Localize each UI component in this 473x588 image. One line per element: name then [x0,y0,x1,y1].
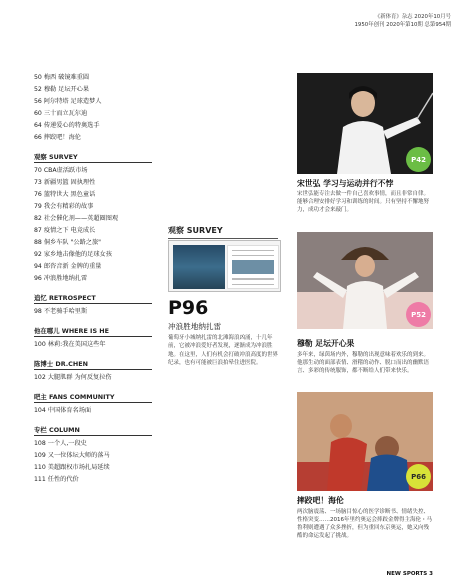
article-title[interactable]: 宋世弘 学习与运动并行不悖 [297,179,394,188]
toc-item[interactable]: 60 三十而立瓦尔迪 [34,110,88,117]
article-title[interactable]: 摔跤吧！海伦 [297,496,344,505]
toc-item[interactable]: 92 家乡地击像他的足球女孩 [34,251,112,258]
article-description: 宋世弘能专注去做一件自己喜欢事情，而且非常自律。能够合理安排好学习和训练的时间。只有坚持不懈地努力，成功才会来敲门。 [297,191,430,214]
toc-item[interactable]: 108 一个人,一段史 [34,440,87,447]
page-badge: P66 [406,464,431,489]
toc-item[interactable]: 64 传递爱心的特奥选手 [34,122,100,129]
toc-item[interactable]: 76 篮特世大 黑色童话 [34,191,96,198]
toc-section-dr-chen [34,359,152,384]
page-badge: P52 [406,302,431,327]
toc-item[interactable]: 88 侗乡车队 "公路之旅" [34,239,101,246]
toc-section-title: 他在哪儿 WHERE IS HE [34,326,152,337]
spread-left-page-image [173,245,225,289]
spread-right-page-image [227,245,279,289]
toc-item[interactable]: 87 疫情之下 电竞成长 [34,227,96,234]
toc-section-fans-community [34,392,152,417]
toc-section-title: 观察 SURVEY [34,152,152,163]
toc-item[interactable]: 96 冲浪胜地纳扎雷 [34,275,88,282]
toc-item[interactable]: 56 阿尔特塔 足球造梦人 [34,98,102,105]
toc-item[interactable]: 52 穆勒 足坛开心果 [34,86,90,93]
toc-section-title: 吧主 FANS COMMUNITY [34,392,152,403]
survey-article-title[interactable]: 冲浪胜地纳扎雷 [168,322,222,331]
toc-item[interactable]: 94 郎咨音新 金牌的重量 [34,263,102,270]
article-description: 两次脑震荡、一场脑目惊心的医学诊断书、情绪失控、性格突变……2016年里约奥运会摔跤金牌得主海伦・马鲁利则遭遇了众多挫折，但为重回东京奥运，她又向残酷的命运发起了挑战。 [297,509,432,540]
masthead [354,13,451,29]
toc-item[interactable]: 98 不老骑手哈里斯 [34,308,88,315]
toc-section-column [34,425,152,486]
toc-item[interactable]: 79 我会有精彩的故事 [34,203,94,210]
survey-page-number: P96 [168,297,209,319]
wrestling-photo[interactable] [297,392,433,491]
page-footer: NEW SPORTS 3 [386,571,433,577]
muller-photo[interactable] [297,232,433,329]
toc-item[interactable]: 100 林莉:我在美国这些年 [34,341,106,348]
toc-section-title: 专栏 COLUMN [34,425,152,436]
survey-spread-thumbnail[interactable] [168,240,281,292]
table-of-contents [34,72,152,486]
toc-section-title: 追忆 RETROSPECT [34,293,152,304]
survey-section-label: 观察 SURVEY [168,225,278,239]
fencing-photo[interactable] [297,73,433,174]
toc-item[interactable]: 70 CBA虚活跃市场 [34,167,88,174]
toc-section-retrospect [34,293,152,318]
article-description: 多年来，绿茵场内外，穆勒的出现意味着欢乐的到来。他那生动的面部表情、滑稽的动作、脱口而出的幽默语言、多彩的传统服饰，都不断给人们带来快乐。 [297,352,430,375]
article-title[interactable]: 穆勒 足坛开心果 [297,339,355,348]
toc-section-title: 陈博士 DR.CHEN [34,359,152,370]
survey-article-description: 葡萄牙小城纳扎雷的北滩海浪凶涌，十几年前，它被冲浪爱好者发现，逐渐成为冲浪胜地。在这里，人们有机会打破冲浪高度的世界纪录，也有可能被巨浪拍晕住进医院。 [168,335,279,367]
toc-item[interactable]: 73 新疆男篮 固执理性 [34,179,96,186]
masthead-line2: 1950年创刊 2020年第10期 总第954期 [354,22,451,28]
toc-item[interactable]: 102 大腿肌群 为何反复拉伤 [34,374,112,381]
masthead-line1: 《新体育》杂志 2020年10月号 [374,14,451,20]
toc-item[interactable]: 50 梅西 破镜难重圆 [34,74,90,81]
toc-item[interactable]: 104 中国体育名场面 [34,407,92,414]
toc-section-where-is-he [34,326,152,351]
toc-section-survey [34,152,152,285]
toc-item[interactable]: 110 美超跟权市场扎局延续 [34,464,110,471]
toc-top-group [34,72,152,144]
page-badge: P42 [406,147,431,172]
toc-item[interactable]: 109 又一位体坛大师的落马 [34,452,110,459]
toc-item[interactable]: 82 社会催化剂——英超圈图观 [34,215,119,222]
toc-item[interactable]: 111 任性的代价 [34,476,79,483]
toc-item[interactable]: 66 摔跤吧！海伦 [34,134,81,141]
